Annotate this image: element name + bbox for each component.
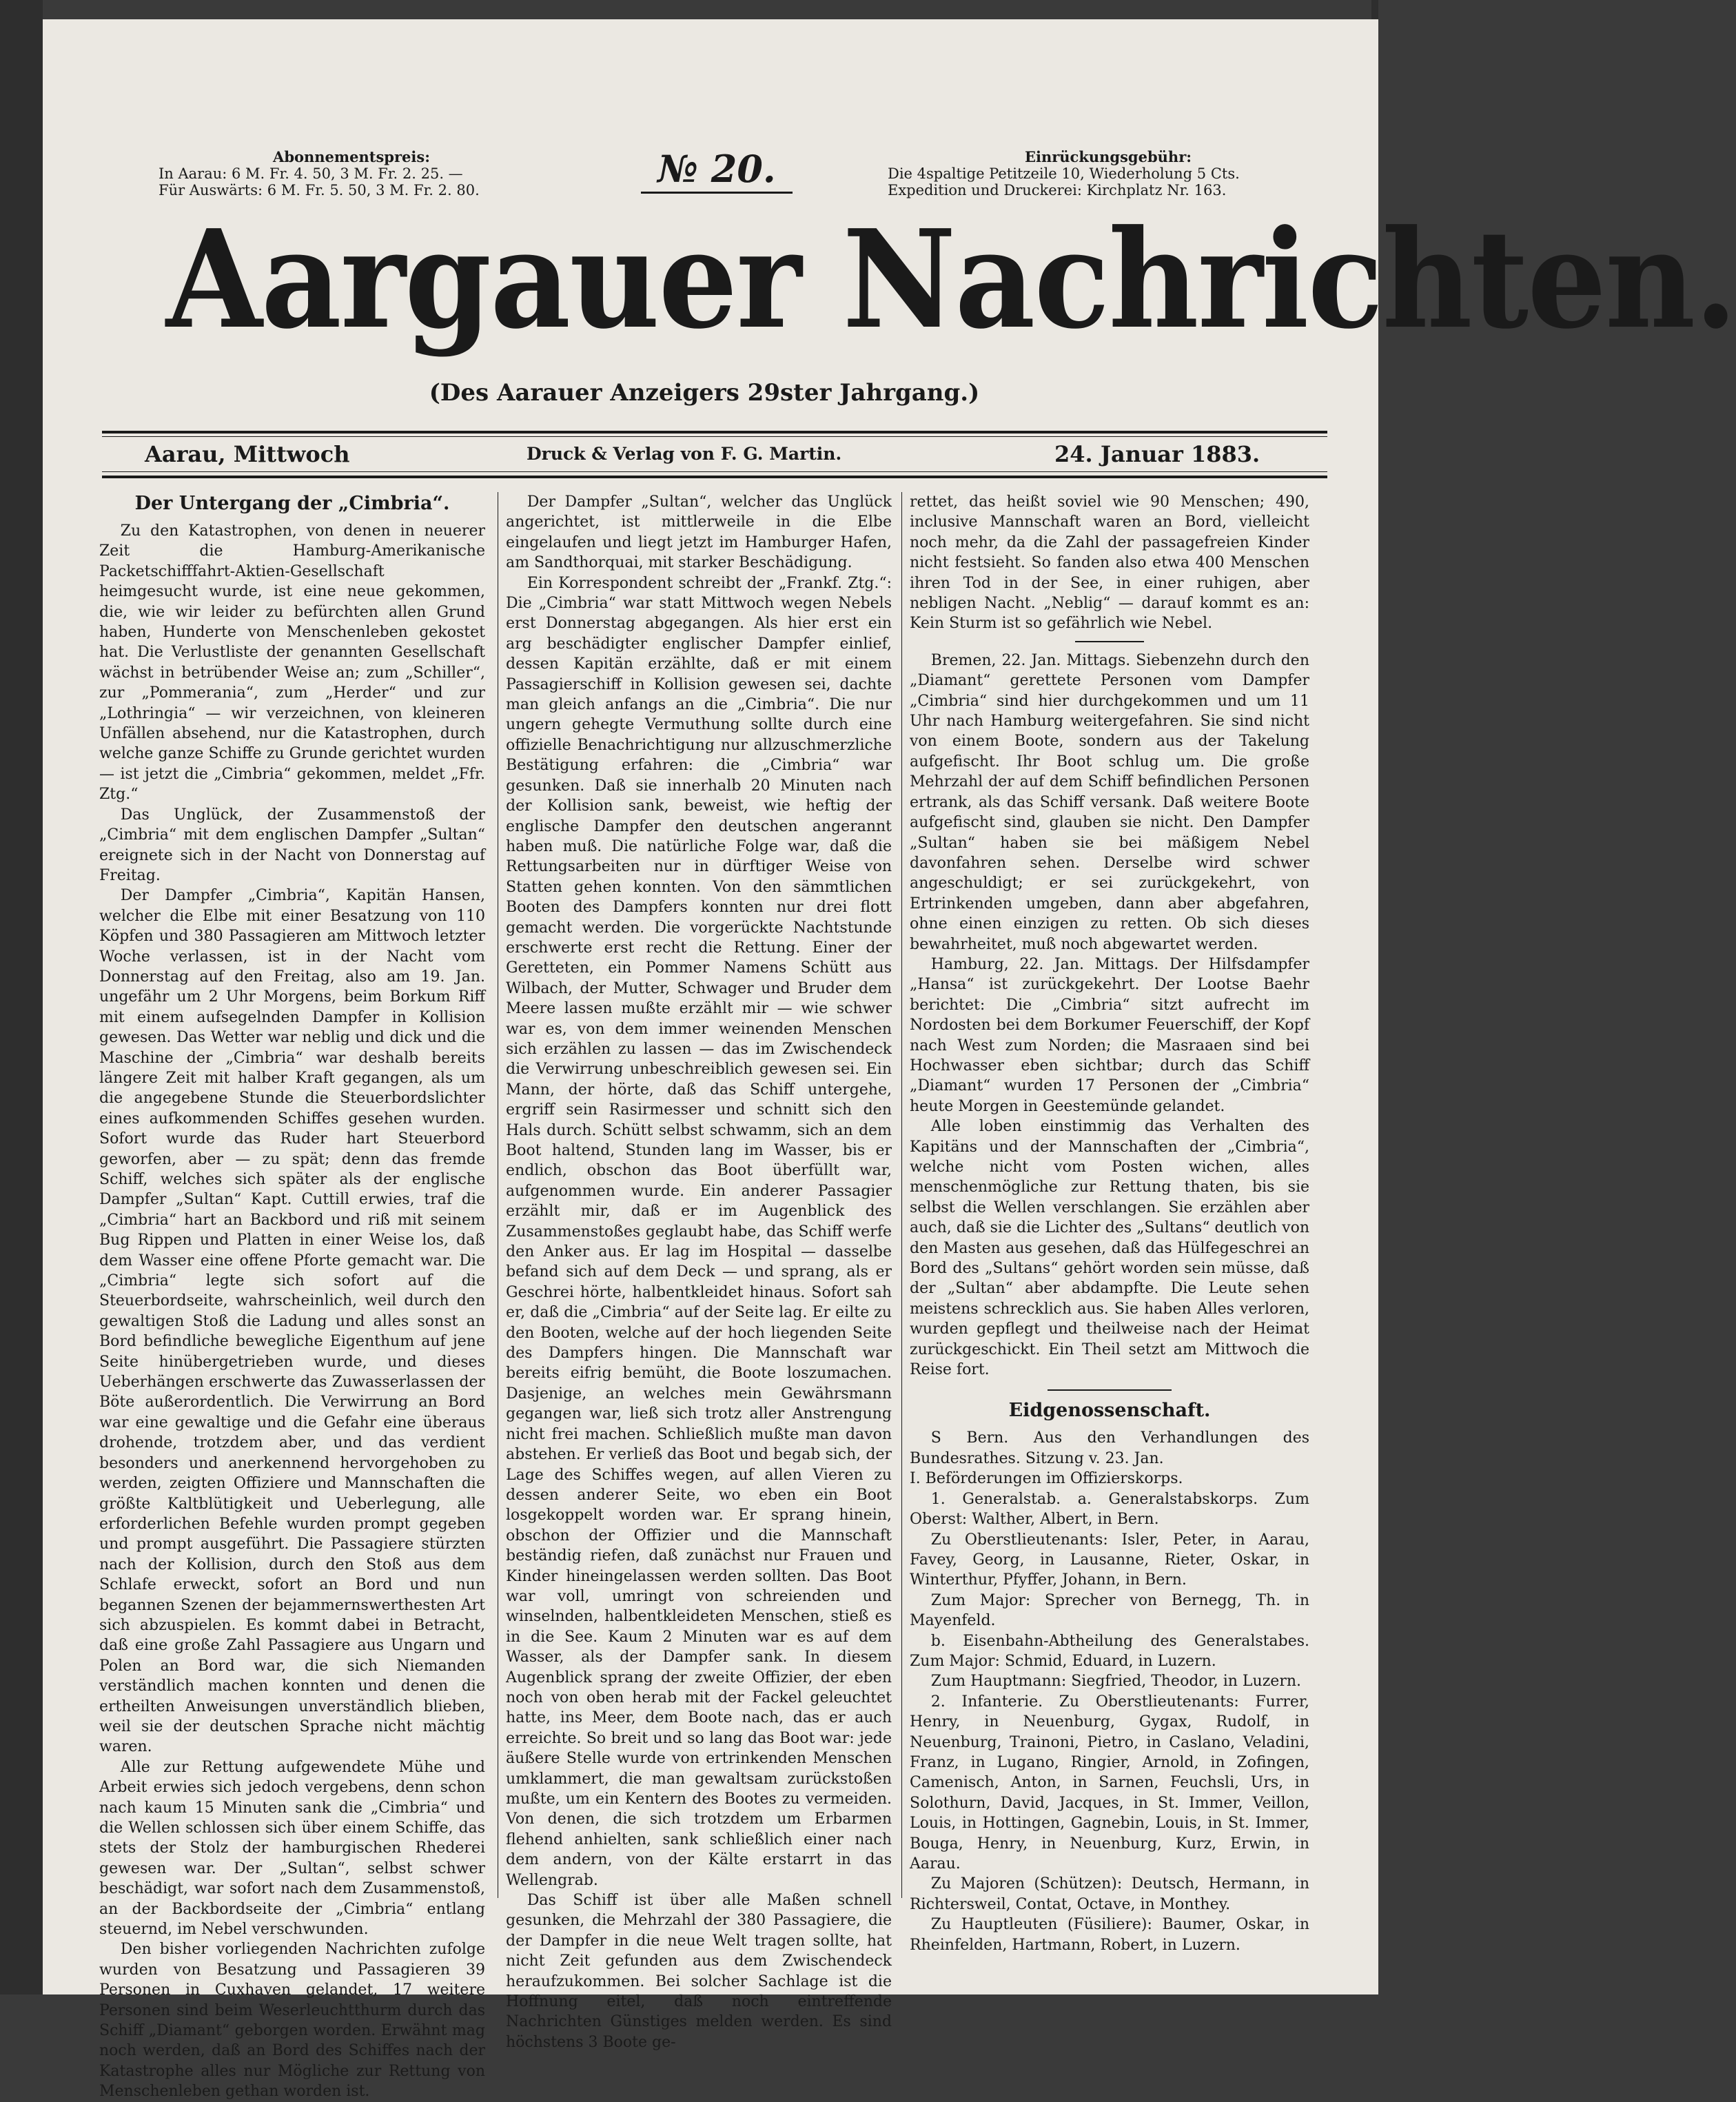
col1-paragraph: Den bisher vorliegenden Nachrichten zufolge wurden von Besatzung und Passagieren 39 Personen in Cuxhaven gelandet, 17 weitere Personen sind beim Weserleuchtthurm durch das Schiff „Diamant“ geborgen worden. Erwähnt mag noch werden, daß an Bord des Schiffes nach der Katastrophe alles nur Mögliche zur Rettung von Menschenleben gethan worden ist. [99,1941,485,2101]
fee-line-petitzeile: Die 4spaltige Petitzeile 10, Wiederholung 5 Cts. [888,165,1240,182]
masthead-subtitle: (Des Aarauer Anzeigers 29ster Jahrgang.) [429,379,980,407]
subscription-box [159,149,544,198]
col3-section-paragraph: 1. Generalstab. a. Generalstabskorps. Zum Oberst: Walther, Albert, in Bern. [910,1490,1309,1529]
col1-paragraph: Zu den Katastrophen, von denen in neuerer Zeit die Hamburg-Amerikanische Packetschifffahrt-Aktien-Gesellschaft heimgesucht wurde, ist eine neue gekommen, die, wie wir leider zu befürchten allen Grund haben, Hunderte von Menschenleben gekostet hat. Die Verlustliste der genannten Gesellschaft wächst in betrübender Weise an; zum „Schiller“, zur „Pommerania“, zum „Herder“ und zur „Lothringia“ — wir verzeichnen, von kleineren Unfällen absehend, nur die Katastrophen, durch welche ganze Schiffe zu Grunde gerichtet wurden — ist jetzt die „Cimbria“ gekommen, meldet „Ffr. Ztg.“ [99,522,485,804]
masthead-title: Aargauer Nachrichten. [165,201,1736,359]
col3-section-paragraph: 2. Infanterie. Zu Oberstlieutenants: Furrer, Henry, in Neuenburg, Gygax, Rudolf, in Neuenburg, Trainoni, Pietro, in Caslano, Veladini, Franz, in Lugano, Ringier, Arnold, in Zofingen, Camenisch, Anton, in Sarnen, Feuchsli, Urs, in Solothurn, David, Jacques, in St. Immer, Veillon, Louis, in Hottingen, Gagnebin, Louis, in St. Immer, Bouga, Henry, in Neuenburg, Kurz, Erwin, in Aarau. [910,1693,1309,1873]
article-headline-cimbria: Der Untergang der „Cimbria“. [134,493,450,514]
col2-paragraph: Das Schiff ist über alle Maßen schnell gesunken, die Mehrzahl der 380 Passagiere, die der Dampfer in die neue Welt tragen sollte, hat nicht Zeit gefunden aus dem Zwischendeck heraufzukommen. Bei solcher Sachlage ist die Hoffnung eitel, daß noch eintreffende Nachrichten Günstiges melden werden. Es sind höchstens 3 Boote ge- [506,1892,892,2051]
column-3 [910,492,1309,1955]
col3-section-paragraph: Zum Major: Sprecher von Bernegg, Th. in Mayenfeld. [910,1591,1309,1630]
col3-paragraph: rettet, das heißt soviel wie 90 Menschen; 490, inclusive Mannschaft waren an Bord, vielleicht noch mehr, da die Zahl der passagefreien Kinder nicht festsieht. So fanden also etwa 400 Menschen ihren Tod in der See, in einer ruhigen, aber nebligen Nacht. „Neblig“ — darauf kommt es an: Kein Sturm ist so gefährlich wie Nebel. [910,493,1309,633]
dateline-place-day: Aarau, Mittwoch [145,441,350,467]
col1-paragraph: Der Dampfer „Cimbria“, Kapitän Hansen, welcher die Elbe mit einer Besatzung von 110 Köpfen und 380 Passagieren am Mittwoch letzter Woche verlassen, ist in der Nacht vom Donnerstag auf den Freitag, also am 19. Jan. ungefähr um 2 Uhr Morgens, beim Borkum Riff mit einem aufsegelnden Dampfer in Kollision gewesen. Das Wetter war neblig und dick und die Maschine der „Cimbria“ war deshalb bereits längere Zeit mit halber Kraft gegangen, als um die angegebene Stunde die Steuerbordslichter eines aufkommenden Schiffes gesehen wurden. Sofort wurde das Ruder hart Steuerbord geworfen, aber — zu spät; denn das fremde Schiff, welches sich später als der englische Dampfer „Sultan“ Kapt. Cuttill erwies, traf die „Cimbria“ hart an Backbord und riß mit seinem Bug Rippen und Platten in einer Weise los, daß dem Wasser eine offene Pforte gemacht war. Die „Cimbria“ legte sich sofort auf die Steuerbordseite, wahrscheinlich, weil durch den gewaltigen Stoß die Ladung und alles sonst an Bord befindliche bewegliche Eigenthum auf jene Seite hinübergetrieben wurde, und dieses Ueberhängen erschwerte das Zuwasserlassen der Böte außerordentlich. Die Verwirrung an Bord war eine gewaltige und die Gefahr eine überaus drohende, trotzdem aber, und das verdient besonders und anerkennend hervorgehoben zu werden, zeigten Offiziere und Mannschaften die größte Kaltblütigkeit und Ueberlegung, alle erforderlichen Befehle wurden prompt gegeben und prompt ausgeführt. Die Passagiere stürzten nach der Kollision, durch den Stoß aus dem Schlafe erweckt, sofort an Bord und nun begannen Szenen der bejammernswerthesten Art sich abzuspielen. Es kommt dabei in Betracht, daß eine große Zahl Passagiere aus Ungarn und Polen an Bord war, die sich Niemanden verständlich machen konnten und denen die ertheilten Anweisungen unverständlich blieben, weil sie der deutschen Sprache nicht mächtig waren. [99,887,485,1756]
col3-section-paragraph: b. Eisenbahn-Abtheilung des Generalstabes. Zum Major: Schmid, Eduard, in Luzern. [910,1632,1309,1670]
section-headline-eidgenossenschaft: Eidgenossenschaft. [1008,1400,1211,1422]
col3-paragraph: Bremen, 22. Jan. Mittags. Siebenzehn durch den „Diamant“ gerettete Personen vom Dampfer „Cimbria“ sind hier durchgekommen und um 11 Uhr nach Hamburg weitergefahren. Sie sind nicht von einem Boote, sondern aus der Takelung aufgefischt. Ihr Boot schlug um. Die große Mehrzahl der auf dem Schiff befindlichen Personen ertrank, als das Schiff versank. Daß weitere Boote aufgefischt sind, glauben sie nicht. Den Dampfer „Sultan“ haben sie bei mäßigem Nebel davonfahren sehen. Derselbe wird schwer angeschuldigt; er sei zurückgekehrt, von Ertrinkenden umgeben, dann aber abgefahren, ohne einen einzigen zu retten. Ob sich dieses bewahrheitet, muß noch abgewartet werden. [910,651,1309,953]
section-separator [1048,1389,1172,1391]
col1-paragraph: Das Unglück, der Zusammenstoß der „Cimbria“ mit dem englischen Dampfer „Sultan“ ereignete sich in der Nacht von Donnerstag auf Freitag. [99,806,485,884]
col1-paragraph: Alle zur Rettung aufgewendete Mühe und Arbeit erwies sich jedoch vergebens, denn schon nach kaum 15 Minuten sank die „Cimbria“ und die Wellen schlossen sich über einem Schiffe, das stets der Stolz der hamburgischen Rhederei gewesen war. Der „Sultan“, selbst schwer beschädigt, war sofort nach dem Zusammenstoß, an der Backbordseite der „Cimbria“ entlang steuernd, im Nebel verschwunden. [99,1758,485,1939]
subscription-title: Abonnementspreis: [273,148,430,165]
col3-section-paragraph: Zu Hauptleuten (Füsiliere): Baumer, Oskar, in Rheinfelden, Hartmann, Robert, in Luzern. [910,1916,1309,1954]
col3-paragraph: Hamburg, 22. Jan. Mittags. Der Hilfsdampfer „Hansa“ ist zurückgekehrt. Der Lootse Baehr berichtet: Die „Cimbria“ sitzt aufrecht im Nordosten bei dem Borkumer Feuerschiff, der Kopf nach West zum Norden; die Masraaen sind bei Hochwasser eben sichtbar; durch das Schiff „Diamant“ wurden 17 Personen der „Cimbria“ heute Morgen in Geestemünde gelandet. [910,955,1309,1115]
col3-separator [1075,641,1144,642]
col3-section-paragraph: I. Beförderungen im Offizierskorps. [910,1470,1183,1488]
col3-paragraph: Alle loben einstimmig das Verhalten des Kapitäns und der Mannschaften der „Cimbria“, welche nicht vom Posten wichen, alles menschenmögliche zur Rettung thaten, bis sie selbst die Wellen verschlangen. Sie erzählen aber auch, daß sie die Lichter des „Sultans“ deutlich von den Masten aus gesehen, daß das Hülfegeschrei an Bord des „Sultans“ gehört worden sein müsse, daß der „Sultan“ aber abdampfte. Die Leute sehen meistens schrecklich aus. Sie haben Alles verloren, wurden gepflegt und theilweise nach der Heimat zurückgeschickt. Ein Theil setzt am Mittwoch die Reise fort. [910,1118,1309,1379]
col3-section-paragraph: Zum Hauptmann: Siegfried, Theodor, in Luzern. [930,1673,1302,1691]
issue-number: № 20. [657,147,776,191]
fee-title: Einrückungsgebühr: [1024,148,1192,165]
col3-section-paragraph: Zu Oberstlieutenants: Isler, Peter, in Aarau, Favey, Georg, in Lausanne, Rieter, Oskar, in Winterthur, Pfyffer, Johann, in Bern. [910,1531,1309,1589]
subscription-line-auswaerts: Für Auswärts: 6 M. Fr. 5. 50, 3 M. Fr. 2. 80. [159,182,480,198]
dateline-bottom-thin-rule [102,471,1327,472]
subscription-line-aarau: In Aarau: 6 M. Fr. 4. 50, 3 M. Fr. 2. 25. — [159,165,463,182]
fee-box [888,149,1329,198]
dateline-printer: Druck & Verlag von F. G. Martin. [527,444,842,464]
issue-number-rule [641,192,793,194]
column-1 [99,492,485,2102]
fee-line-expedition: Expedition und Druckerei: Kirchplatz Nr. 163. [888,182,1227,198]
col3-section-paragraph: S Bern. Aus den Verhandlungen des Bundesrathes. Sitzung v. 23. Jan. [910,1429,1309,1467]
dateline-date: 24. Januar 1883. [1054,441,1260,467]
column-rule-2 [901,492,902,1898]
scan-left-edge [0,0,43,1994]
dateline-top-rule [102,431,1327,433]
newspaper-page [43,19,1736,2101]
dateline-bottom-rule [102,476,1327,478]
column-2 [506,492,892,2052]
col2-paragraph: Der Dampfer „Sultan“, welcher das Unglück angerichtet, ist mittlerweile in die Elbe eingelaufen und liegt jetzt im Hamburger Hafen, am Sandthorquai, mit starker Beschädigung. [506,493,892,572]
col2-paragraph: Ein Korrespondent schreibt der „Frankf. Ztg.“: Die „Cimbria“ war statt Mittwoch wegen Nebels erst Donnerstag abgegangen. Als hier erst ein arg beschädigter englischer Dampfer einlief, dessen Kapitän erzählte, daß er mit einem Passagierschiff in Kollision gewesen sei, dachte man gleich anfangs an die „Cimbria“. Die nur ungern gehegte Vermuthung sollte durch eine offizielle Benachrichtigung nur allzuschmerzliche Bestätigung erfahren: die „Cimbria“ war gesunken. Daß sie innerhalb 20 Minuten nach der Kollision sank, beweist, wie heftig der englische Dampfer den deutschen angerannt haben muß. Die natürliche Folge war, daß die Rettungsarbeiten nur in dürftiger Weise von Statten gehen konnten. Von den sämmtlichen Booten des Dampfers konnten nur drei flott gemacht werden. Die vorgerückte Nachtstunde erschwerte erst recht die Rettung. Einer der Geretteten, ein Pommer Namens Schütt aus Wilbach, der Mutter, Schwager und Bruder dem Meere lassen mußte erzählt mir — wie schwer war es, von dem immer weinenden Menschen sich erzählen zu lassen — das im Zwischendeck die Verwirrung unbeschreiblich gewesen sei. Ein Mann, der hörte, daß das Schiff untergehe, ergriff sein Rasirmesser und schnitt sich den Hals durch. Schütt selbst schwamm, sich an dem Boot haltend, Stunden lang im Wasser, bis er endlich, obschon das Boot überfüllt war, aufgenommen wurde. Ein anderer Passagier erzählt mir, daß er im Augenblick des Zusammenstoßes geglaubt habe, das Schiff werfe den Anker aus. Er lag im Hospital — dasselbe befand sich auf dem Deck — und sprang, als er Geschrei hörte, halbentkleidet hinaus. Sofort sah er, daß die „Cimbria“ auf der Seite lag. Er eilte zu den Booten, welche auf der hoch liegenden Seite des Dampfers hingen. Die Mannschaft war bereits eifrig bemüht, die Boote loszumachen. Dasjenige, an welches mein Gewährsmann gegangen war, ließ sich trotz aller Anstrengung nicht frei machen. Schließlich mußte man davon abstehen. Er verließ das Boot und begab sich, der Lage des Schiffes wegen, auf allen Vieren zu dessen anderer Seite, wo eben ein Boot losgekoppelt worden war. Er sprang hinein, obschon der Offizier und die Mannschaft beständig riefen, daß zunächst nur Frauen und Kinder hineingelassen werden sollten. Das Boot war voll, umringt von schreienden und winselnden, halbentkleideten Menschen, stieß es in die See. Kaum 2 Minuten war es auf dem Wasser, als der Dampfer sank. In diesem Augenblick sprang der zweite Offizier, der eben noch von oben herab mit der Fackel geleuchtet hatte, ins Meer, dem Boote nach, das er auch erreichte. So breit und so lang das Boot war: jede äußere Stelle wurde von ertrinkenden Menschen umklammert, die man gewaltsam zurückstoßen mußte, um ein Kentern des Bootes zu vermeiden. Von denen, die sich trotzdem um Erbarmen flehend anhielten, sank schließlich einer nach dem andern, von der Kälte erstarrt in das Wellengrab. [506,574,892,1889]
col3-section-paragraph: Zu Majoren (Schützen): Deutsch, Hermann, in Richtersweil, Contat, Octave, in Monthey. [910,1875,1309,1913]
